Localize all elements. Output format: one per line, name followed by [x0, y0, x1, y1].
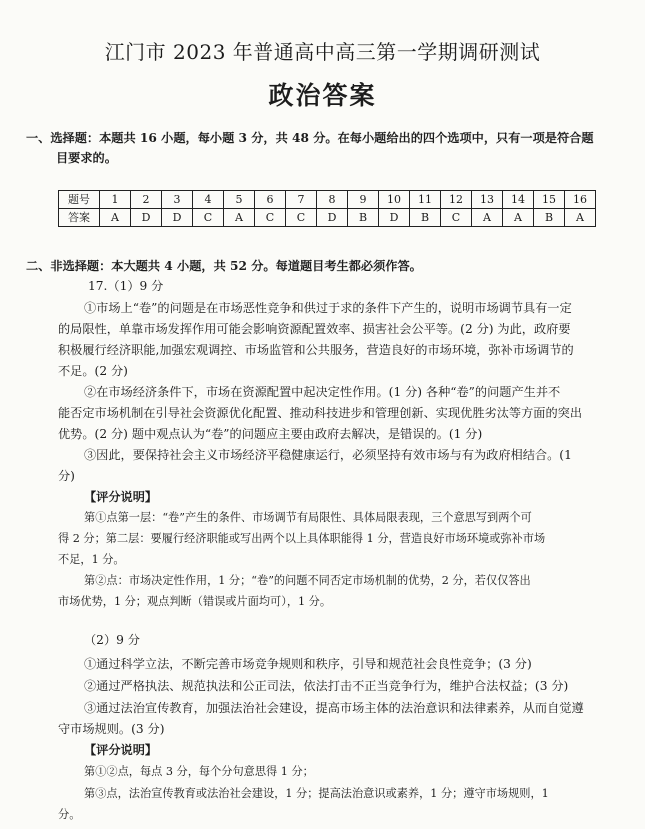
answer-cell: A — [565, 209, 596, 227]
section1-instructions-line1: 一、选择题：本题共 16 小题，每小题 3 分，共 48 分。在每小题给出的四个选项中，只有一项是符合题 — [26, 131, 594, 145]
scoring-note-line: 分。 — [58, 808, 81, 821]
answer-cell: A — [224, 209, 255, 227]
answer-cell: C — [286, 209, 317, 227]
scoring-note-line: 得 2 分；第二层：要履行经济职能或写出两个以上具体职能得 1 分，营造良好市场环境或弥补市场 — [58, 532, 546, 545]
answer-cell: A — [472, 209, 503, 227]
question-number-cell: 2 — [131, 191, 162, 209]
paragraph-line: ②通过严格执法、规范执法和公正司法，依法打击不正当竞争行为，维护合法权益；(3 分) — [84, 679, 569, 693]
question-number-cell: 3 — [162, 191, 193, 209]
paragraph-line: 积极履行经济职能,加强宏观调控、市场监管和公共服务，营造良好的市场环境，弥补市场调节的 — [58, 343, 574, 357]
paragraph-line: 不足。(2 分) — [58, 364, 128, 378]
paragraph-line: 守市场规则。(3 分) — [58, 722, 165, 736]
paragraph-line: 能否定市场机制在引导社会资源优化配置、推动科技进步和管理创新、实现优胜劣汰等方面的突出 — [58, 406, 583, 420]
question-number-cell: 15 — [534, 191, 565, 209]
question-number-cell: 11 — [410, 191, 441, 209]
answer-cell: D — [131, 209, 162, 227]
scoring-note-line: 第③点，法治宣传教育或法治社会建设，1 分；提高法治意识或素养，1 分；遵守市场规则，1 — [84, 787, 549, 800]
question-number-cell: 13 — [472, 191, 503, 209]
paragraph-line: ③因此，要保持社会主义市场经济平稳健康运行，必须坚持有效市场与有为政府相结合。(1 — [84, 448, 572, 462]
answer-cell: C — [255, 209, 286, 227]
paragraph-line: 优势。(2 分) 题中观点认为“卷”的问题应主要由政府去解决，是错误的。(1 分) — [58, 427, 483, 441]
scoring-note-heading: 【评分说明】 — [84, 743, 158, 757]
q17-part1-heading: 17.（1）9 分 — [88, 279, 164, 293]
scoring-note-heading: 【评分说明】 — [84, 490, 158, 504]
question-number-cell: 1 — [100, 191, 131, 209]
scoring-note-line: 市场优势，1 分；观点判断（错误或片面均可），1 分。 — [58, 595, 332, 608]
answer-cell: B — [534, 209, 565, 227]
question-number-cell: 5 — [224, 191, 255, 209]
answer-cell: A — [100, 209, 131, 227]
scoring-note-line: 第①点第一层：“卷”产生的条件、市场调节有局限性、具体局限表现，三个意思写到两个可 — [84, 511, 532, 524]
answer-cell: D — [379, 209, 410, 227]
question-number-cell: 9 — [348, 191, 379, 209]
section2-heading: 二、非选择题：本大题共 4 小题，共 52 分。每道题目考生都必须作答。 — [26, 259, 422, 273]
question-number-cell: 12 — [441, 191, 472, 209]
answer-table-row1-label: 题号 — [59, 191, 100, 209]
paragraph-line: ③通过法治宣传教育，加强法治社会建设，提高市场主体的法治意识和法律素养，从而自觉遵 — [84, 701, 584, 715]
paragraph-line: ①通过科学立法，不断完善市场竞争规则和秩序，引导和规范社会良性竞争；(3 分) — [84, 657, 532, 671]
page-title: 江门市 2023 年普通高中高三第一学期调研测试 — [104, 40, 541, 64]
answer-cell: B — [410, 209, 441, 227]
question-number-cell: 6 — [255, 191, 286, 209]
answer-cell: C — [193, 209, 224, 227]
question-number-cell: 8 — [317, 191, 348, 209]
answer-table-number-row — [59, 191, 596, 209]
question-number-cell: 16 — [565, 191, 596, 209]
answer-table — [58, 190, 596, 227]
question-number-cell: 10 — [379, 191, 410, 209]
question-number-cell: 7 — [286, 191, 317, 209]
q17-part2-heading: （2）9 分 — [84, 633, 140, 647]
answer-cell: A — [503, 209, 534, 227]
page-subtitle: 政治答案 — [268, 81, 377, 110]
answer-cell: C — [441, 209, 472, 227]
answer-cell: D — [317, 209, 348, 227]
paragraph-line: ①市场上“卷”的问题是在市场恶性竞争和供过于求的条件下产生的，说明市场调节具有一定 — [84, 301, 572, 315]
paragraph-line: 的局限性，单靠市场发挥作用可能会影响资源配置效率、损害社会公平等。(2 分) 为此，政府要 — [58, 322, 571, 336]
question-number-cell: 4 — [193, 191, 224, 209]
answer-cell: B — [348, 209, 379, 227]
question-number-cell: 14 — [503, 191, 534, 209]
scoring-note-line: 不足，1 分。 — [58, 553, 125, 566]
answer-cell: D — [162, 209, 193, 227]
paragraph-line: 分) — [58, 469, 75, 483]
scoring-note-line: 第②点：市场决定性作用，1 分；“卷”的问题不同否定市场机制的优势，2 分，若仅仅答出 — [84, 574, 531, 587]
paragraph-line: ②在市场经济条件下，市场在资源配置中起决定性作用。(1 分) 各种“卷”的问题产生并不 — [84, 385, 561, 399]
answer-table-row2-label: 答案 — [59, 209, 100, 227]
scoring-note-line: 第①②点，每点 3 分，每个分句意思得 1 分； — [84, 765, 314, 778]
answer-table-answer-row — [59, 209, 596, 227]
section1-instructions-line2: 目要求的。 — [56, 151, 117, 165]
